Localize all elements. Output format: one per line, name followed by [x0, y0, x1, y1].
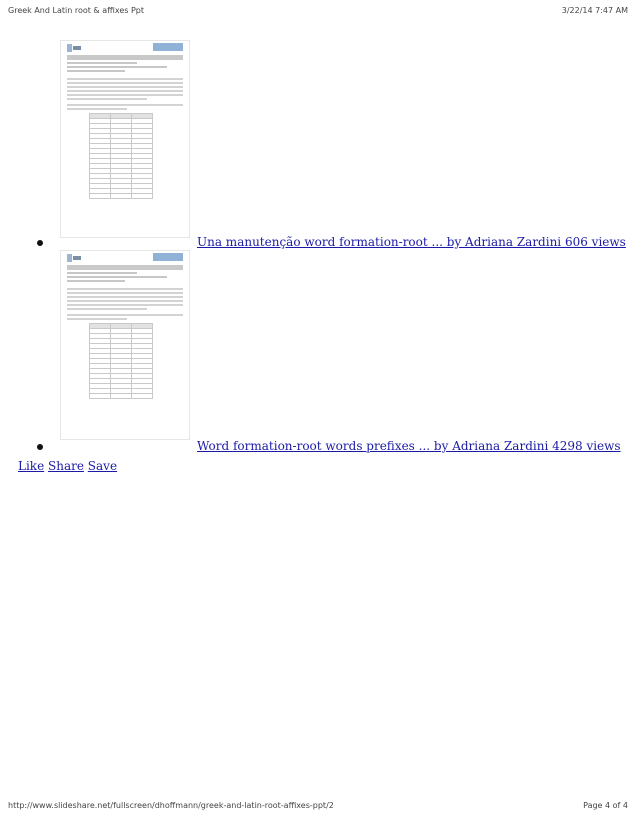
thumbnail-table: [89, 113, 153, 199]
page-header-title: Greek And Latin root & affixes Ppt: [8, 6, 144, 15]
thumbnail-table: [89, 323, 153, 399]
save-link[interactable]: Save: [87, 459, 118, 473]
page-footer-number: Page 4 of 4: [583, 801, 628, 810]
related-thumbnail-1[interactable]: [60, 40, 190, 238]
list-bullet: [37, 240, 43, 246]
logo-icon: [153, 42, 183, 53]
related-thumbnail-2[interactable]: [60, 250, 190, 440]
page-footer-url: http://www.slideshare.net/fullscreen/dhoffmann/greek-and-latin-root-affixes-ppt/2: [8, 801, 334, 810]
related-link-1[interactable]: Una manutenção word formation-root ... by Adriana Zardini 606 views: [197, 235, 626, 249]
like-link[interactable]: Like: [18, 459, 45, 473]
related-link-2[interactable]: Word formation-root words prefixes ... by Adriana Zardini 4298 views: [197, 439, 621, 453]
share-link[interactable]: Share: [48, 459, 84, 473]
action-links: [18, 459, 117, 473]
page-header-datetime: 3/22/14 7:47 AM: [561, 6, 628, 15]
list-bullet: [37, 444, 43, 450]
logo-icon: [67, 44, 81, 52]
logo-icon: [67, 254, 81, 262]
logo-icon: [153, 252, 183, 263]
